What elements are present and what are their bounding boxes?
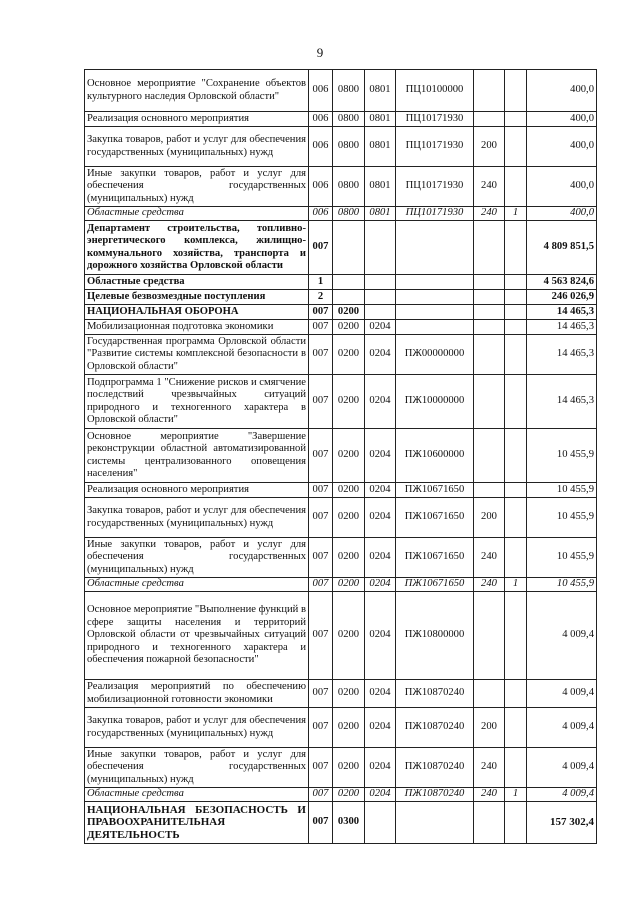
expense-type-code [474,305,505,320]
subsection-code: 0204 [365,375,396,429]
target-article-code: ПЖ00000000 [396,335,474,375]
section-code: 0200 [333,335,365,375]
amount: 400,0 [527,167,597,207]
expense-type-code [474,802,505,844]
table-row [85,802,597,844]
table-row [85,70,597,112]
row-name: Закупка товаров, работ и услуг для обеспечения государственных (муниципальных) нужд [85,498,309,538]
budget-table [84,69,597,844]
table-row [85,305,597,320]
ministry-code: 006 [309,112,333,127]
section-code: 0200 [333,305,365,320]
section-code: 0800 [333,207,365,221]
source-code [505,708,527,748]
amount: 4 563 824,6 [527,275,597,290]
source-code [505,335,527,375]
subsection-code [365,802,396,844]
subsection-code [365,221,396,275]
target-article-code: ПЦ10100000 [396,70,474,112]
source-code [505,680,527,708]
source-code [505,127,527,167]
ministry-code: 007 [309,320,333,335]
row-name: Областные средства [85,275,309,290]
target-article-code: ПЖ10671650 [396,498,474,538]
ministry-code: 007 [309,335,333,375]
expense-type-code [474,680,505,708]
row-name: Областные средства [85,578,309,592]
table-row [85,112,597,127]
source-code [505,320,527,335]
row-name: Государственная программа Орловской области "Развитие системы комплексной безопасности в Орловской области" [85,335,309,375]
subsection-code: 0204 [365,592,396,680]
row-name: Целевые безвозмездные поступления [85,290,309,305]
target-article-code: ПЦ10171930 [396,127,474,167]
target-article-code: ПЖ10870240 [396,708,474,748]
subsection-code: 0204 [365,748,396,788]
amount: 10 455,9 [527,498,597,538]
section-code: 0200 [333,680,365,708]
ministry-code: 006 [309,167,333,207]
target-article-code [396,290,474,305]
target-article-code: ПЖ10800000 [396,592,474,680]
section-code: 0300 [333,802,365,844]
expense-type-code: 240 [474,167,505,207]
subsection-code: 0801 [365,112,396,127]
section-code: 0800 [333,127,365,167]
amount: 400,0 [527,112,597,127]
target-article-code: ПЖ10671650 [396,538,474,578]
target-article-code: ПЖ10870240 [396,788,474,802]
row-name: Иные закупки товаров, работ и услуг для обеспечения государственных (муниципальных) нужд [85,538,309,578]
section-code: 0200 [333,538,365,578]
expense-type-code [474,320,505,335]
table-row [85,708,597,748]
expense-type-code: 200 [474,498,505,538]
amount: 4 009,4 [527,708,597,748]
ministry-code: 007 [309,483,333,498]
amount: 10 455,9 [527,429,597,483]
expense-type-code: 200 [474,127,505,167]
table-row [85,498,597,538]
ministry-code: 006 [309,127,333,167]
table-row [85,483,597,498]
ministry-code: 007 [309,538,333,578]
target-article-code: ПЦ10171930 [396,167,474,207]
source-code [505,375,527,429]
section-code: 0200 [333,498,365,538]
expense-type-code [474,70,505,112]
amount: 10 455,9 [527,578,597,592]
source-code: 1 [505,207,527,221]
table-row [85,167,597,207]
table-row [85,375,597,429]
row-name: НАЦИОНАЛЬНАЯ ОБОРОНА [85,305,309,320]
table-row [85,538,597,578]
row-name: Иные закупки товаров, работ и услуг для обеспечения государственных (муниципальных) нужд [85,167,309,207]
row-name: Реализация основного мероприятия [85,112,309,127]
subsection-code: 0204 [365,429,396,483]
expense-type-code: 240 [474,207,505,221]
subsection-code: 0204 [365,680,396,708]
section-code: 0200 [333,578,365,592]
ministry-code: 007 [309,375,333,429]
ministry-code: 007 [309,305,333,320]
expense-type-code [474,112,505,127]
subsection-code: 0204 [365,483,396,498]
amount: 157 302,4 [527,802,597,844]
source-code [505,592,527,680]
target-article-code: ПЖ10671650 [396,578,474,592]
source-code: 1 [505,788,527,802]
row-name: Закупка товаров, работ и услуг для обеспечения государственных (муниципальных) нужд [85,127,309,167]
row-name: Областные средства [85,207,309,221]
expense-type-code [474,375,505,429]
ministry-code: 1 [309,275,333,290]
section-code: 0200 [333,483,365,498]
ministry-code: 007 [309,221,333,275]
section-code: 0200 [333,429,365,483]
subsection-code [365,305,396,320]
expense-type-code [474,429,505,483]
target-article-code: ПЖ10870240 [396,748,474,788]
section-code: 0200 [333,788,365,802]
subsection-code: 0204 [365,538,396,578]
target-article-code: ПЖ10671650 [396,483,474,498]
subsection-code: 0204 [365,708,396,748]
ministry-code: 007 [309,748,333,788]
table-row [85,429,597,483]
source-code [505,483,527,498]
row-name: НАЦИОНАЛЬНАЯ БЕЗОПАСНОСТЬ И ПРАВООХРАНИТЕЛЬНАЯ ДЕЯТЕЛЬНОСТЬ [85,802,309,844]
source-code [505,290,527,305]
amount: 400,0 [527,70,597,112]
ministry-code: 007 [309,429,333,483]
source-code [505,498,527,538]
amount: 14 465,3 [527,305,597,320]
source-code: 1 [505,578,527,592]
ministry-code: 006 [309,207,333,221]
section-code: 0800 [333,167,365,207]
target-article-code: ПЖ10870240 [396,680,474,708]
budget-table-body [85,70,597,844]
amount: 246 026,9 [527,290,597,305]
ministry-code: 007 [309,578,333,592]
section-code [333,221,365,275]
amount: 400,0 [527,207,597,221]
expense-type-code [474,275,505,290]
expense-type-code [474,221,505,275]
ministry-code: 007 [309,592,333,680]
table-row [85,275,597,290]
amount: 4 009,4 [527,592,597,680]
row-name: Департамент строительства, топливно-энергетического комплекса, жилищно-коммунального хозяйства, транспорта и дорожного хозяйства Орловской области [85,221,309,275]
section-code: 0200 [333,592,365,680]
target-article-code [396,221,474,275]
expense-type-code: 240 [474,578,505,592]
subsection-code: 0801 [365,207,396,221]
target-article-code [396,320,474,335]
row-name: Иные закупки товаров, работ и услуг для обеспечения государственных (муниципальных) нужд [85,748,309,788]
table-row [85,335,597,375]
source-code [505,70,527,112]
section-code [333,290,365,305]
table-row [85,788,597,802]
section-code: 0200 [333,748,365,788]
table-row [85,290,597,305]
source-code [505,167,527,207]
amount: 14 465,3 [527,375,597,429]
amount: 400,0 [527,127,597,167]
subsection-code: 0204 [365,335,396,375]
table-row [85,592,597,680]
source-code [505,305,527,320]
section-code: 0200 [333,320,365,335]
ministry-code: 006 [309,70,333,112]
source-code [505,748,527,788]
subsection-code: 0204 [365,498,396,538]
table-row [85,748,597,788]
table-row [85,680,597,708]
row-name: Мобилизационная подготовка экономики [85,320,309,335]
table-row [85,127,597,167]
expense-type-code: 240 [474,748,505,788]
target-article-code: ПЖ10600000 [396,429,474,483]
row-name: Областные средства [85,788,309,802]
source-code [505,221,527,275]
amount: 14 465,3 [527,320,597,335]
ministry-code: 007 [309,498,333,538]
source-code [505,275,527,290]
target-article-code [396,305,474,320]
expense-type-code: 240 [474,538,505,578]
subsection-code: 0204 [365,320,396,335]
amount: 4 009,4 [527,748,597,788]
amount: 4 009,4 [527,680,597,708]
subsection-code: 0204 [365,578,396,592]
source-code [505,538,527,578]
table-row [85,207,597,221]
row-name: Реализация мероприятий по обеспечению мобилизационной готовности экономики [85,680,309,708]
subsection-code: 0801 [365,167,396,207]
expense-type-code: 200 [474,708,505,748]
amount: 4 809 851,5 [527,221,597,275]
expense-type-code: 240 [474,788,505,802]
section-code [333,275,365,290]
ministry-code: 007 [309,680,333,708]
source-code [505,112,527,127]
section-code: 0800 [333,70,365,112]
source-code [505,429,527,483]
source-code [505,802,527,844]
amount: 10 455,9 [527,538,597,578]
subsection-code: 0801 [365,70,396,112]
row-name: Основное мероприятие "Сохранение объектов культурного наследия Орловской области" [85,70,309,112]
target-article-code [396,275,474,290]
section-code: 0800 [333,112,365,127]
page-number: 9 [316,45,324,60]
table-row [85,578,597,592]
row-name: Основное мероприятие "Завершение реконструкции областной автоматизированной системы централизованного оповещения населения" [85,429,309,483]
table-row [85,320,597,335]
ministry-code: 007 [309,708,333,748]
ministry-code: 2 [309,290,333,305]
subsection-code: 0204 [365,788,396,802]
expense-type-code [474,290,505,305]
amount: 10 455,9 [527,483,597,498]
target-article-code: ПЦ10171930 [396,207,474,221]
subsection-code [365,290,396,305]
section-code: 0200 [333,375,365,429]
subsection-code: 0801 [365,127,396,167]
row-name: Реализация основного мероприятия [85,483,309,498]
expense-type-code [474,335,505,375]
subsection-code [365,275,396,290]
amount: 14 465,3 [527,335,597,375]
row-name: Закупка товаров, работ и услуг для обеспечения государственных (муниципальных) нужд [85,708,309,748]
expense-type-code [474,483,505,498]
target-article-code [396,802,474,844]
ministry-code: 007 [309,788,333,802]
row-name: Подпрограмма 1 "Снижение рисков и смягчение последствий чрезвычайных ситуаций природного и техногенного характера в Орловской области" [85,375,309,429]
amount: 4 009,4 [527,788,597,802]
row-name: Основное мероприятие "Выполнение функций в сфере защиты населения и территорий Орловской области от чрезвычайных ситуаций природного и техногенного характера и обеспечения пожарной безопасности" [85,592,309,680]
target-article-code: ПЖ10000000 [396,375,474,429]
section-code: 0200 [333,708,365,748]
target-article-code: ПЦ10171930 [396,112,474,127]
ministry-code: 007 [309,802,333,844]
expense-type-code [474,592,505,680]
table-row [85,221,597,275]
